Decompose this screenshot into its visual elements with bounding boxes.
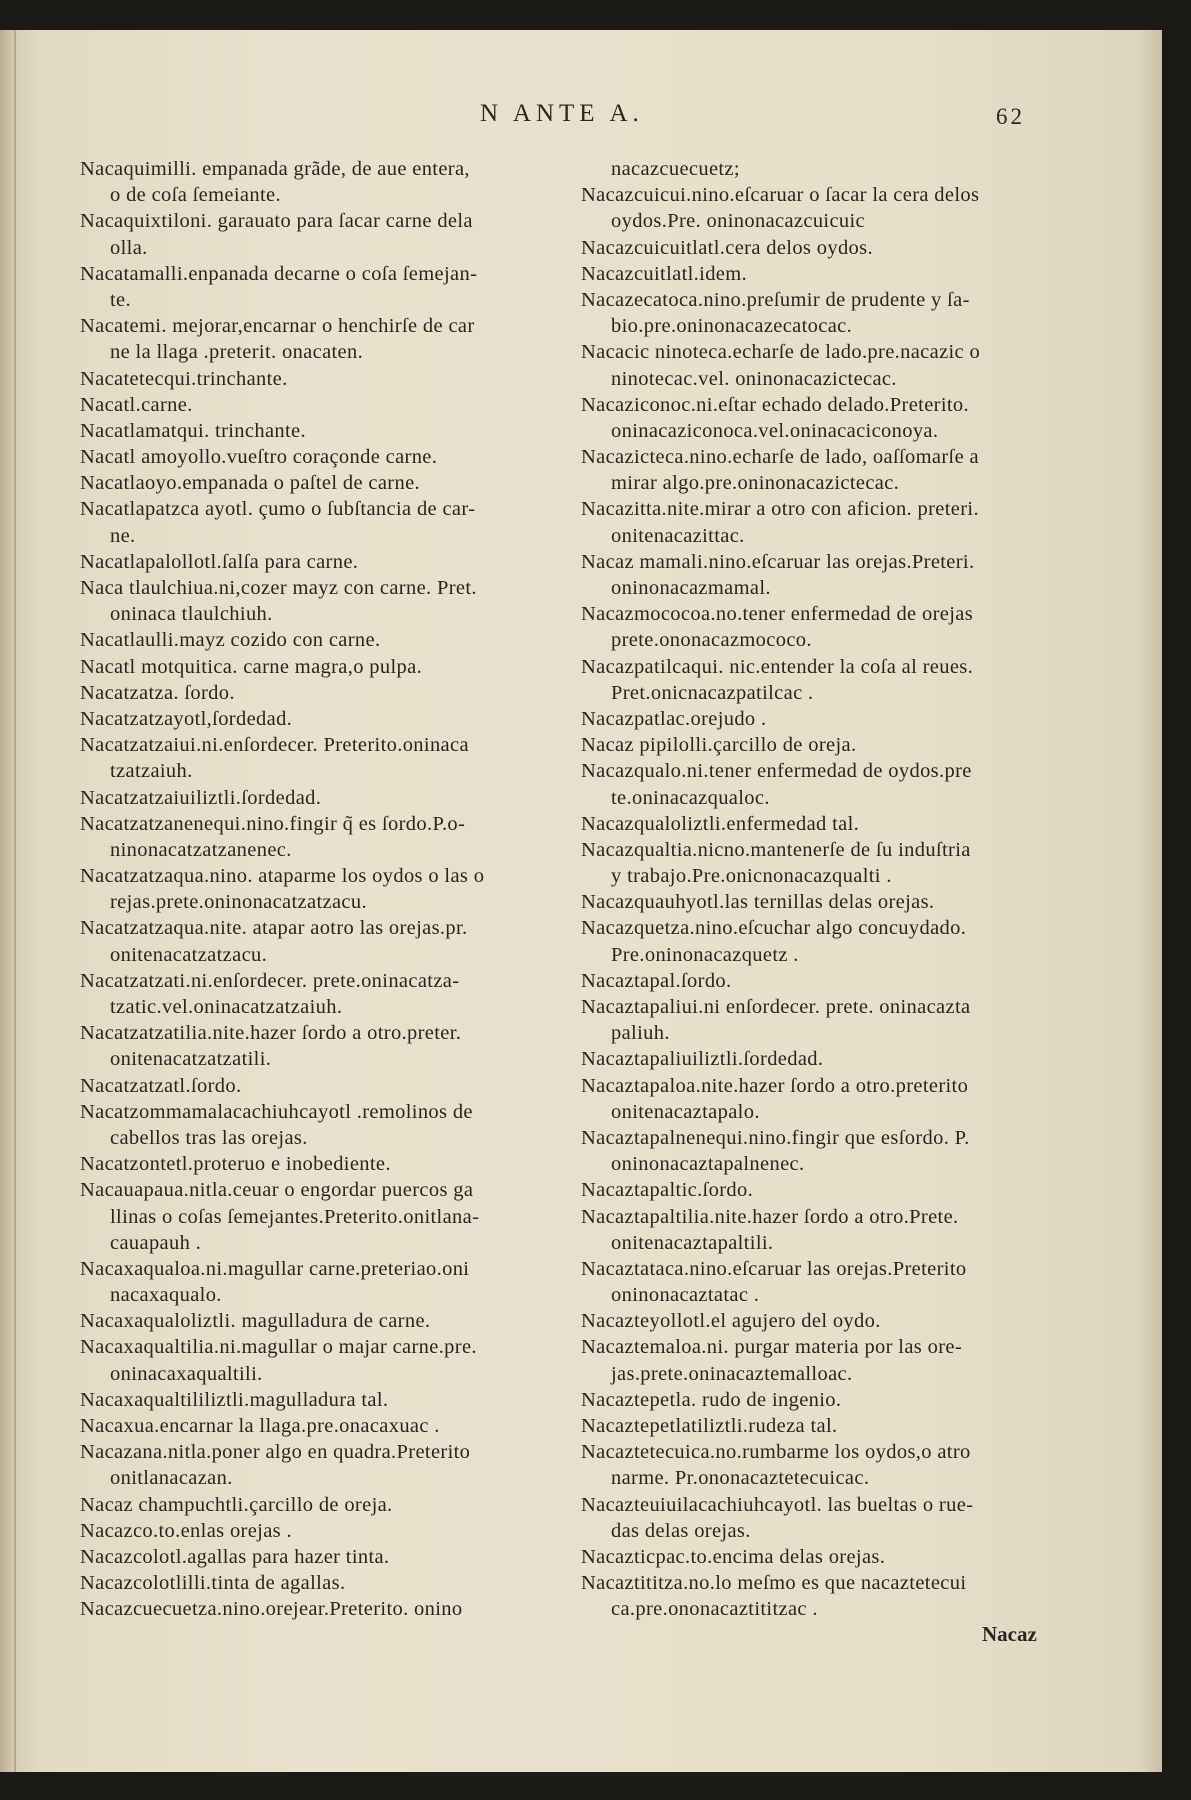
dictionary-entry	[80, 1544, 560, 1570]
entry-headline: Nacaztapaliuiliztli.ſordedad.	[581, 1048, 824, 1071]
entry-continuation: rejas.prete.oninonacatzatzacu.	[110, 891, 367, 914]
dictionary-entry	[80, 811, 560, 863]
dictionary-entry	[80, 1177, 560, 1256]
dictionary-entry	[581, 1256, 1056, 1308]
entry-headline: Nacaquimilli. empanada grãde, de aue entera,	[80, 158, 470, 180]
entry-headline: Nacacic ninoteca.echarſe de lado.pre.nacazic o	[581, 341, 981, 364]
entry-continuation: cabellos tras las orejas.	[110, 1126, 308, 1149]
entry-continuation: prete.ononacazmococo.	[611, 629, 812, 652]
entry-headline: Nacatlaoyo.empanada o paſtel de carne.	[80, 472, 420, 495]
entry-continuation: cauapauh .	[110, 1231, 202, 1254]
entry-headline: Nacazpatilcaqui. nic.entender la coſa al reues.	[581, 655, 974, 678]
dictionary-entry	[581, 549, 1056, 601]
dictionary-entry	[581, 915, 1056, 967]
dictionary-entry	[581, 1177, 1056, 1203]
dictionary-entry	[581, 1046, 1056, 1072]
entry-headline: Nacaztapal.ſordo.	[581, 969, 732, 992]
entry-headline: Nacatzatzati.ni.enſordecer. prete.oninacatza-	[80, 969, 460, 992]
entry-continuation: ne la llaga .preterit. onacaten.	[110, 341, 364, 364]
entry-continuation: jas.prete.oninacaztemalloac.	[611, 1362, 853, 1385]
entry-continuation: paliuh.	[611, 1022, 670, 1045]
entry-headline: Nacazpatlac.orejudo .	[581, 707, 767, 730]
dictionary-entry	[80, 1151, 560, 1177]
dictionary-entry	[581, 496, 1056, 548]
dictionary-entry	[80, 392, 560, 418]
entry-headline: Nacatl amoyollo.vueſtro coraçonde carne.	[80, 446, 438, 469]
entry-headline: Nacazana.nitla.poner algo en quadra.Preterito	[80, 1441, 471, 1464]
entry-headline: Nacazqualtia.nicno.mantenerſe de ſu induſtria	[581, 838, 971, 861]
entry-headline: Nacaztititza.no.lo meſmo es que nacaztetecui	[581, 1572, 967, 1595]
entry-continuation: oninaca tlaulchiuh.	[110, 603, 273, 626]
entry-headline: Nacazquetza.nino.eſcuchar algo concuydado.	[581, 917, 967, 940]
dictionary-entry	[80, 1334, 560, 1386]
dictionary-entry	[80, 863, 560, 915]
entry-headline: Nacazmococoa.no.tener enfermedad de orejas	[581, 603, 974, 626]
dictionary-entry	[581, 1439, 1056, 1491]
entry-headline: Nacaziconoc.ni.eſtar echado delado.Preterito.	[581, 393, 969, 416]
entry-continuation: onitenacaztapalo.	[611, 1100, 760, 1123]
entry-continuation: mirar algo.pre.oninonacazictecac.	[611, 472, 900, 495]
previous-page-edge	[0, 30, 14, 1772]
entry-headline: Naca tlaulchiua.ni,cozer mayz con carne. Pret.	[80, 577, 477, 599]
entry-continuation: onitenacaztapaltili.	[611, 1231, 774, 1254]
dictionary-entry	[581, 1334, 1056, 1386]
dictionary-entry	[581, 156, 1056, 182]
entry-continuation: oninonacazmamal.	[611, 577, 771, 599]
dictionary-entry	[80, 1308, 560, 1334]
entry-headline: Nacaztapalnenequi.nino.fingir que esſordo. P.	[581, 1126, 970, 1149]
dictionary-entry	[80, 1256, 560, 1308]
dictionary-entry	[80, 915, 560, 967]
dictionary-entry	[581, 1125, 1056, 1177]
entry-continuation: oninonacaztatac .	[611, 1284, 760, 1307]
entry-headline: Nacazcolotlilli.tinta de agallas.	[80, 1572, 346, 1595]
entry-headline: Nacaxaqualoa.ni.magullar carne.preteriao.oni	[80, 1257, 470, 1280]
page-number: 62	[996, 104, 1025, 129]
entry-headline: Nacauapaua.nitla.ceuar o engordar puercos ga	[80, 1179, 474, 1202]
dictionary-entry	[80, 1020, 560, 1072]
dictionary-entry	[581, 1204, 1056, 1256]
entry-headline: Nacatlamatqui. trinchante.	[80, 419, 306, 442]
entry-continuation: oninacaziconoca.vel.oninacaciconoya.	[611, 419, 939, 442]
entry-headline: Nacaztapaloa.nite.hazer ſordo a otro.preterito	[581, 1074, 969, 1097]
entry-headline: Nacaxaqualoliztli. magulladura de carne.	[80, 1310, 431, 1333]
entry-headline: Nacaz champuchtli.çarcillo de oreja.	[80, 1493, 393, 1516]
dictionary-entry	[581, 1308, 1056, 1334]
dictionary-entry	[581, 287, 1056, 339]
dictionary-entry	[581, 1073, 1056, 1125]
entry-headline: Nacaxaqualtilia.ni.magullar o majar carne.pre.	[80, 1336, 477, 1359]
dictionary-entry	[581, 654, 1056, 706]
entry-continuation: ninonacatzatzanenec.	[110, 838, 292, 861]
dictionary-entry	[80, 785, 560, 811]
dictionary-entry	[80, 1596, 560, 1622]
entry-headline: Nacatlapatzca ayotl. çumo o ſubſtancia de car-	[80, 498, 476, 521]
dictionary-entry	[581, 889, 1056, 915]
entry-headline: Nacaztataca.nino.eſcaruar las orejas.Preterito	[581, 1257, 967, 1280]
entry-continuation: das delas orejas.	[611, 1519, 751, 1542]
entry-continuation: nacaxaqualo.	[110, 1284, 222, 1307]
entry-headline: Nacazcuitlatl.idem.	[581, 262, 748, 285]
entry-headline: Nacazicteca.nino.echarſe de lado, oaſſomarſe a	[581, 446, 979, 469]
entry-headline: Nacazcolotl.agallas para hazer tinta.	[80, 1545, 390, 1568]
dictionary-entry	[80, 1492, 560, 1518]
entry-headline: Nacazteuiuilacachiuhcayotl. las bueltas o rue-	[581, 1493, 974, 1516]
entry-continuation: Pre.oninonacazquetz .	[611, 943, 799, 966]
entry-headline: Nacazecatoca.nino.preſumir de prudente y ſa-	[581, 288, 970, 311]
dictionary-entry	[581, 339, 1056, 391]
dictionary-entry	[80, 549, 560, 575]
dictionary-entry	[80, 470, 560, 496]
dictionary-entry	[80, 1099, 560, 1151]
entry-continuation: Pret.onicnacazpatilcac .	[611, 681, 814, 704]
entry-continuation: onitenacazittac.	[611, 524, 745, 547]
dictionary-entry	[581, 837, 1056, 889]
entry-headline: Nacatzatzaqua.nite. atapar aotro las orejas.pr.	[80, 917, 468, 940]
entry-headline: Nacaxaqualtililiztli.magulladura tal.	[80, 1388, 389, 1411]
entry-continuation: te.oninacazqualoc.	[611, 786, 770, 809]
entry-headline: Nacazquauhyotl.las ternillas delas orejas.	[581, 891, 935, 914]
dictionary-entry	[80, 1413, 560, 1439]
dictionary-entry	[581, 601, 1056, 653]
entry-headline: Nacaz pipilolli.çarcillo de oreja.	[581, 734, 857, 757]
entry-headline: Nacatamalli.enpanada decarne o coſa ſemejan-	[80, 262, 478, 285]
entry-continuation: bio.pre.oninonacazecatocac.	[611, 315, 853, 338]
entry-continuation: narme. Pr.ononacaztetecuicac.	[611, 1467, 870, 1490]
dictionary-entry	[581, 261, 1056, 287]
running-head: N ANTE A.	[480, 100, 644, 127]
dictionary-entry	[80, 156, 560, 208]
entry-headline: Nacaztepetlatiliztli.rudeza tal.	[581, 1415, 838, 1437]
entry-continuation: onitenacatzatzatili.	[110, 1048, 272, 1071]
dictionary-entry	[80, 1387, 560, 1413]
dictionary-entry	[581, 811, 1056, 837]
dictionary-entry	[80, 208, 560, 260]
entry-continuation: tzatzaiuh.	[110, 760, 193, 783]
dictionary-entry	[80, 1518, 560, 1544]
entry-headline: Nacatzommamalacachiuhcayotl .remolinos de	[80, 1100, 473, 1123]
entry-headline: Nacatlaulli.mayz cozido con carne.	[80, 629, 381, 652]
entry-headline: Nacazticpac.to.encima delas orejas.	[581, 1545, 886, 1568]
entry-headline: Nacazteyollotl.el agujero del oydo.	[581, 1310, 881, 1333]
entry-continuation: onitlanacazan.	[110, 1467, 233, 1490]
dictionary-entry	[581, 758, 1056, 810]
dictionary-entry	[581, 444, 1056, 496]
entry-headline: Nacazco.to.enlas orejas .	[80, 1519, 292, 1542]
entry-continuation: oninacaxaqualtili.	[110, 1362, 263, 1385]
dictionary-entry	[80, 1073, 560, 1099]
entry-headline: Nacazcuecuetza.nino.orejear.Preterito. onino	[80, 1598, 463, 1621]
dictionary-entry	[581, 994, 1056, 1046]
entry-headline: Nacatzatzatl.ſordo.	[80, 1074, 242, 1097]
entry-headline: Nacaxua.encarnar la llaga.pre.onacaxuac .	[80, 1415, 440, 1437]
entry-continuation: o de coſa ſemeiante.	[110, 184, 281, 207]
entry-headline: Nacatzatza. ſordo.	[80, 681, 235, 704]
entry-headline: Nacaztemaloa.ni. purgar materia por las ore-	[581, 1336, 962, 1359]
entry-headline: Nacatemi. mejorar,encarnar o henchirſe de car	[80, 315, 475, 338]
entry-continuation: oninonacaztapalnenec.	[611, 1153, 805, 1176]
entry-headline: Nacaztetecuica.no.rumbarme los oydos,o atro	[581, 1441, 971, 1464]
entry-headline: Nacatzatzaiuiliztli.ſordedad.	[80, 786, 322, 809]
entry-headline: Nacazcuicuitlatl.cera delos oydos.	[581, 236, 873, 259]
dictionary-entry	[581, 1492, 1056, 1544]
dictionary-entry	[80, 627, 560, 653]
entry-continuation: llinas o coſas ſemejantes.Preterito.onitlana-	[110, 1205, 480, 1228]
entry-headline: Nacatl.carne.	[80, 393, 193, 416]
catchword: Nacaz	[982, 1622, 1037, 1646]
entry-continuation: onitenacatzatzacu.	[110, 943, 268, 966]
dictionary-entry	[80, 1570, 560, 1596]
dictionary-entry	[80, 968, 560, 1020]
entry-headline: Nacatzatzaqua.nino. ataparme los oydos o las o	[80, 865, 485, 888]
dictionary-entry	[581, 182, 1056, 234]
entry-headline: Nacatetecqui.trinchante.	[80, 367, 288, 390]
entry-continuation: ca.pre.ononacaztititzac .	[611, 1598, 818, 1621]
dictionary-entry	[80, 1439, 560, 1491]
dictionary-entry	[80, 313, 560, 365]
entry-headline: Nacaztapaltilia.nite.hazer ſordo a otro.Prete.	[581, 1205, 959, 1228]
dictionary-entry	[80, 706, 560, 732]
dictionary-entry	[581, 706, 1056, 732]
right-column	[581, 156, 1056, 1623]
dictionary-entry	[581, 1413, 1056, 1439]
entry-continuation: ne.	[110, 524, 136, 547]
entry-continuation: nacazcuecuetz;	[611, 158, 740, 180]
entry-continuation: te.	[110, 288, 131, 311]
dictionary-entry	[581, 732, 1056, 758]
dictionary-entry	[80, 654, 560, 680]
left-column	[80, 156, 560, 1623]
dictionary-entry	[581, 392, 1056, 444]
dictionary-entry	[80, 732, 560, 784]
dictionary-entry	[581, 968, 1056, 994]
dictionary-entry	[80, 444, 560, 470]
entry-headline: Nacaztapaliui.ni enſordecer. prete. oninacazta	[581, 996, 971, 1018]
entry-continuation: tzatic.vel.oninacatzatzaiuh.	[110, 996, 343, 1018]
dictionary-entry	[581, 1544, 1056, 1570]
dictionary-entry	[581, 235, 1056, 261]
entry-headline: Nacaquixtiloni. garauato para ſacar carne dela	[80, 210, 473, 233]
entry-continuation: oydos.Pre. oninonacazcuicuic	[611, 210, 866, 233]
entry-headline: Nacaztapaltic.ſordo.	[581, 1179, 754, 1202]
dictionary-entry	[80, 496, 560, 548]
entry-headline: Nacaztepetla. rudo de ingenio.	[581, 1388, 842, 1411]
entry-headline: Nacazcuicui.nino.eſcaruar o ſacar la cera delos	[581, 184, 980, 207]
entry-headline: Nacatlapalollotl.ſalſa para carne.	[80, 550, 359, 573]
dictionary-entry	[80, 366, 560, 392]
dictionary-entry	[581, 1570, 1056, 1622]
dictionary-entry	[80, 261, 560, 313]
dictionary-entry	[80, 680, 560, 706]
entry-headline: Nacaz mamali.nino.eſcaruar las orejas.Preteri.	[581, 550, 975, 573]
entry-continuation: olla.	[110, 236, 148, 259]
entry-headline: Nacatzatzayotl,ſordedad.	[80, 707, 293, 730]
dictionary-entry	[80, 575, 560, 627]
entry-headline: Nacatzatzanenequi.nino.fingir q̃ es ſordo.P.o-	[80, 812, 466, 835]
entry-headline: Nacazqualo.ni.tener enfermedad de oydos.pre	[581, 760, 972, 783]
entry-headline: Nacatl motquitica. carne magra,o pulpa.	[80, 655, 423, 678]
dictionary-entry	[581, 1387, 1056, 1413]
page-gutter	[14, 30, 16, 1772]
dictionary-entry	[80, 418, 560, 444]
entry-headline: Nacatzatzatilia.nite.hazer ſordo a otro.preter.	[80, 1022, 462, 1045]
entry-headline: Nacatzatzaiui.ni.enſordecer. Preterito.oninaca	[80, 734, 469, 757]
entry-headline: Nacazitta.nite.mirar a otro con aficion. preteri.	[581, 498, 979, 521]
entry-headline: Nacazqualoliztli.enfermedad tal.	[581, 812, 860, 835]
entry-continuation: y trabajo.Pre.onicnonacazqualti .	[611, 865, 892, 888]
entry-continuation: ninotecac.vel. oninonacazictecac.	[611, 367, 897, 390]
entry-headline: Nacatzontetl.proteruo e inobediente.	[80, 1153, 391, 1176]
